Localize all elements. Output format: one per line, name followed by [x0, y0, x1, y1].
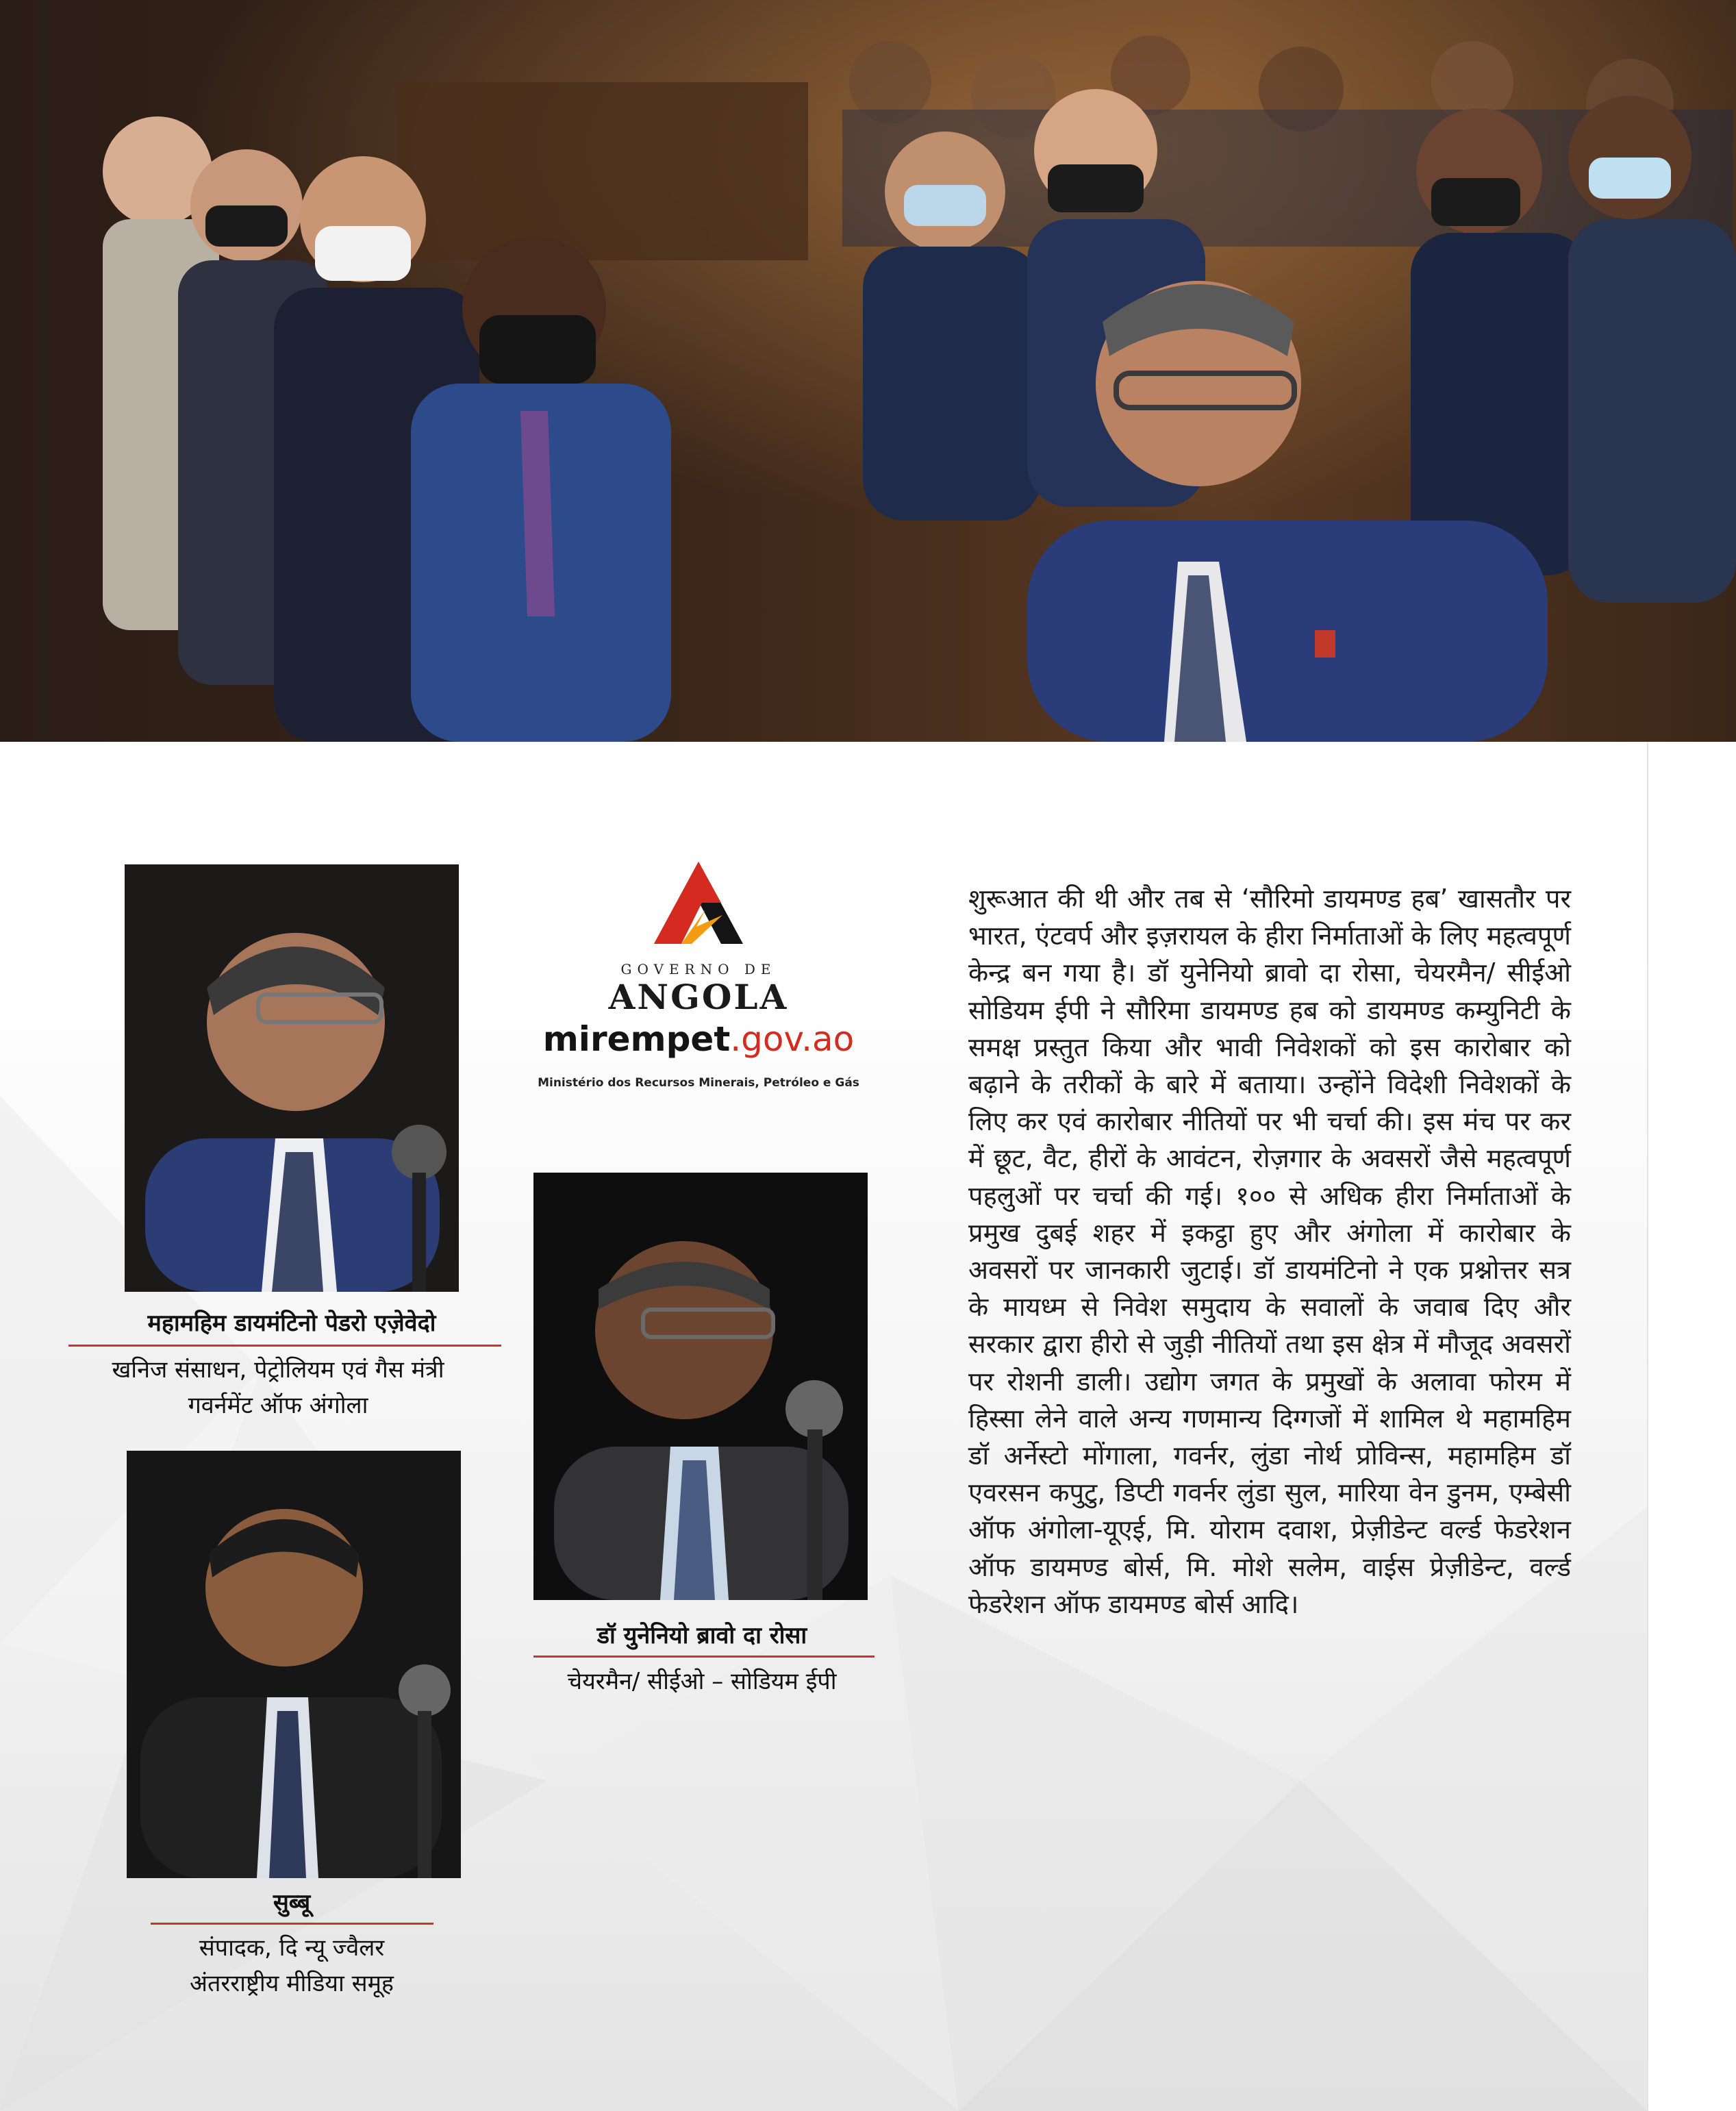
chairman-caption-rule: [533, 1656, 875, 1658]
minister-photo: [125, 864, 459, 1292]
minister-role-line2: गवर्नमेंट ऑफ अंगोला: [188, 1392, 368, 1419]
editor-role-line2: अंतरराष्ट्रीय मीडिया समूह: [189, 1970, 394, 1997]
page-edge-rule: [1647, 742, 1648, 2111]
minister-name: महामहिम डायमंटिनो पेडरो एज़ेवेदो: [147, 1310, 436, 1337]
editor-name: सुब्बू: [273, 1889, 311, 1916]
chairman-name: डॉ युनेनियो ब्रावो दा रोसा: [596, 1622, 807, 1649]
angola-a-logo-mark: [654, 862, 743, 944]
editor-photo: [127, 1451, 461, 1878]
minister-role-line1: खनिज संसाधन, पेट्रोलियम एवं गैस मंत्री: [112, 1356, 444, 1384]
logo-website: [520, 1019, 877, 1059]
logo-website-main: mirempet: [542, 1019, 731, 1059]
editor-caption-rule: [151, 1923, 433, 1925]
logo-website-tld: .gov.ao: [730, 1019, 855, 1059]
logo-ministry-name: Ministério dos Recursos Minerais, Petróleo e Gás: [538, 1076, 859, 1090]
hero-conference-photo: [0, 0, 1736, 742]
governo-de-angola-logo: [520, 862, 877, 1095]
editor-role-line1: संपादक, दि न्यू ज्वैलर: [199, 1934, 385, 1962]
article-body: शुरूआत की थी और तब से ‘सौरिमो डायमण्ड हब’ खासतौर पर भारत, एंटवर्प और इज़रायल के हीरा निर्माताओं के लिए महत्वपूर्ण केन्द्र बन गया है। डॉ युनेनियो ब्रावो दा रोसा, चेयरमैन/ सीईओ सोडियम ईपी ने सौरिमा डायमण्ड हब को डायमण्ड कम्युनिटी के समक्ष प्रस्तुत किया और भावी निवेशकों को इस कारोबार को बढ़ाने के तरीकों के बारे में बताया। उन्होंने विदेशी निवेशकों के लिए कर एवं कारोबार नीतियों पर भी चर्चा की। इस मंच पर कर में छूट, वैट, हीरों के आवंटन, रोज़गार के अवसरों जैसे महत्वपूर्ण पहलुओं पर चर्चा की गई। १०० से अधिक हीरा निर्माताओं के प्रमुख दुबई शहर में इकट्ठा हुए और अंगोला में कारोबार के अवसरों पर जानकारी जुटाई। डॉ डायमंटिनो ने एक प्रश्नोत्तर सत्र के मायध्म से निवेश समुदाय के सवालों के जवाब दिए और सरकार द्वारा हीरो से जुड़ी नीतियों तथा इस क्षेत्र में मौजूद अवसरों पर रोशनी डाली। उद्योग जगत के प्रमुखों के अलावा फोरम में हिस्सा लेने वाले अन्य गणमान्य दिग्गजों में शामिल थे महामहिम डॉ अर्नेस्टो मोंगाला, गवर्नर, लुंडा नोर्थ प्रोविन्स, महामहिम डॉ एवरसन कपुटु, डिप्टी गवर्नर लुंडा सुल, मारिया वेन डुनम, एम्बेसी ऑफ अंगोला-यूएई, मि. योराम दवाश, प्रेज़ीडेन्ट वर्ल्ड फेडरेशन ऑफ डायमण्ड बोर्स, मि. मोशे सलेम, वाईस प्रेज़ीडेन्ट, वर्ल्ड फेडरेशन ऑफ डायमण्ड बोर्स आदि।: [968, 884, 1571, 1619]
logo-angola: ANGOLA: [608, 977, 789, 1017]
logo-governo-de: GOVERNO DE: [620, 961, 777, 977]
chairman-role-line1: चेयरमैन/ सीईओ – सोडियम ईपी: [567, 1668, 837, 1695]
minister-caption-rule: [68, 1345, 501, 1347]
chairman-photo: [533, 1173, 868, 1600]
